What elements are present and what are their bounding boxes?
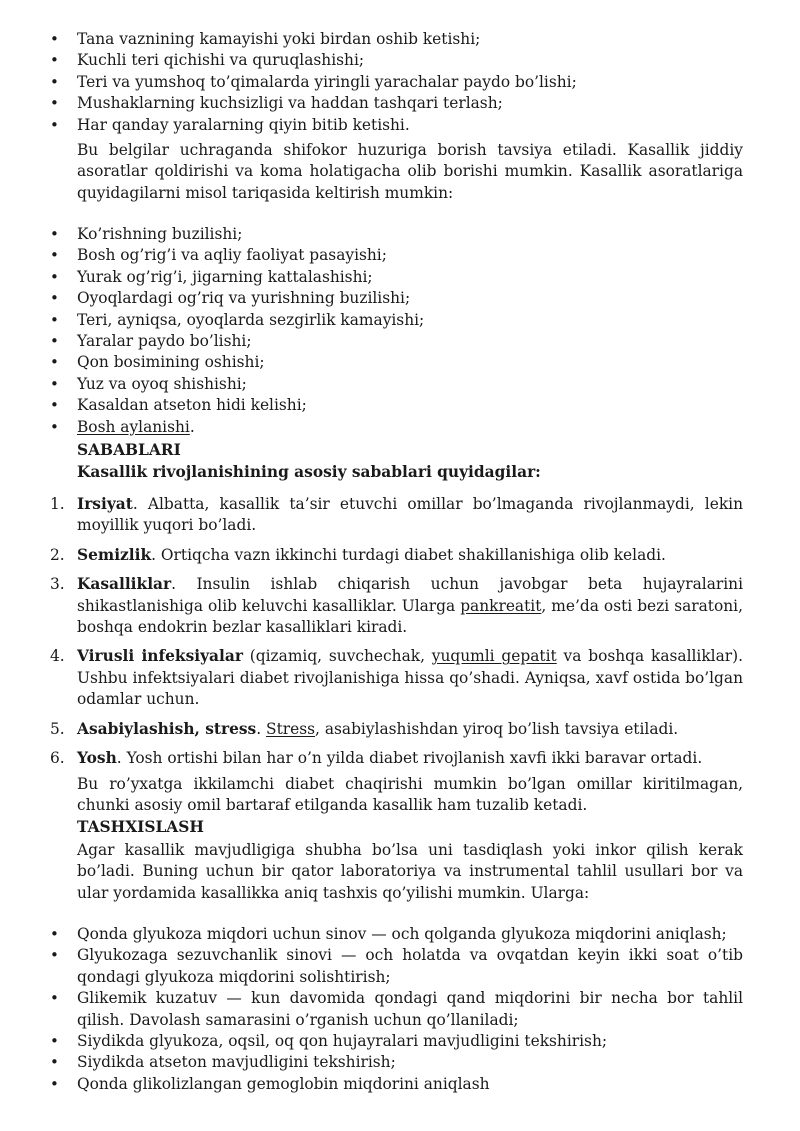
list-item: • Teri, ayniqsa, oyoqlarda sezgirlik kamayishi;: [50, 310, 750, 331]
list-item: • Teri va yumshoq to’qimalarda yiringli yarachalar paydo bo’lishi;: [50, 72, 750, 93]
list-item: 1. Irsiyat. Albatta, kasallik ta’sir etuvchi omillar bo’lmaganda rivojlanmaydi, lekin moyillik yuqori bo’ladi.: [50, 495, 743, 535]
paragraph-complications-intro: Bu belgilar uchraganda shifokor huzuriga borish tavsiya etiladi. Kasallik jiddiy asoratlar qoldirishi va koma holatigacha olib borishi mumkin. Kasallik asoratlariga quyidagilarni misol tariqasida keltirish mumkin:: [77, 141, 743, 202]
list-item: • Mushaklarning kuchsizligi va haddan tashqari terlash;: [50, 93, 750, 114]
list-item: • Bosh aylanishi.: [50, 417, 750, 438]
diagnostics-list: [50, 924, 750, 1095]
list-item: • Siydikda glyukoza, oqsil, oq qon hujayralari mavjudligini tekshirish;: [50, 1031, 750, 1052]
list-item: • Glyukozaga sezuvchanlik sinovi — och holatda va ovqatdan keyin ikki soat o’tib qondagi glyukoza miqdorini solishtirish;: [50, 945, 750, 988]
list-item: • Kasaldan atseton hidi kelishi;: [50, 395, 750, 416]
list-item: • Yuz va oyoq shishishi;: [50, 374, 750, 395]
complications-list: [50, 224, 750, 438]
causes-list: [50, 494, 750, 769]
list-item: • Ko’rishning buzilishi;: [50, 224, 750, 245]
list-item: 2. Semizlik. Ortiqcha vazn ikkinchi turdagi diabet shakillanishiga olib keladi.: [50, 545, 666, 564]
list-item: 4. Virusli infeksiyalar (qizamiq, suvchechak, yuqumli gepatit va boshqa kasalliklar). Ushbu infektsiyalari diabet rivojlanishiga hissa qo’shadi. Ayniqsa, xavf ostida bo’lgan odamlar uchun.: [50, 647, 744, 709]
symptoms-list: [50, 29, 750, 136]
list-item: • Bosh og’rig’i va aqliy faoliyat pasayishi;: [50, 245, 750, 266]
list-item: • Qonda glikolizlangan gemoglobin miqdorini aniqlash: [50, 1074, 750, 1095]
paragraph-secondary-diabetes: Bu ro’yxatga ikkilamchi diabet chaqirishi mumkin bo’lgan omillar kiritilmagan, chunki asosiy omil bartaraf etilganda kasallik ham tuzalib ketadi.: [77, 775, 743, 815]
list-item: • Qon bosimining oshishi;: [50, 352, 750, 373]
heading-tashxislash: TASHXISLASH: [77, 818, 204, 836]
list-item: • Tana vaznining kamayishi yoki birdan oshib ketishi;: [50, 29, 750, 50]
paragraph-diagnosis-intro: Agar kasallik mavjudligiga shubha bo’lsa uni tasdiqlash yoki inkor qilish kerak bo’ladi. Buning uchun bir qator laboratoriya va instrumental tahlil usullari bor va ular yordamida kasallikka aniq tashxis qo’yilishi mumkin. Ularga:: [77, 841, 743, 902]
list-item: • Siydikda atseton mavjudligini tekshirish;: [50, 1052, 750, 1073]
list-item: 6. Yosh. Yosh ortishi bilan har o’n yilda diabet rivojlanish xavfi ikki baravar ortadi.: [50, 749, 703, 768]
link-stress[interactable]: Stress: [266, 719, 316, 738]
list-item: • Qonda glyukoza miqdori uchun sinov — och qolganda glyukoza miqdorini aniqlash;: [50, 924, 750, 945]
list-item: • Yaralar paydo bo’lishi;: [50, 331, 750, 352]
list-item: • Oyoqlardagi og’riq va yurishning buzilishi;: [50, 288, 750, 309]
link-pankreatit[interactable]: pankreatit: [460, 596, 542, 615]
heading-causes: Kasallik rivojlanishining asosiy sabablari quyidagilar:: [77, 463, 541, 481]
link-yuqumli-gepatit[interactable]: yuqumli gepatit: [431, 647, 557, 666]
link-bosh-aylanishi[interactable]: Bosh aylanishi: [77, 417, 190, 436]
list-item: • Yurak og’rig’i, jigarning kattalashishi;: [50, 267, 750, 288]
list-item: • Har qanday yaralarning qiyin bitib ketishi.: [50, 115, 750, 136]
list-item: • Glikemik kuzatuv — kun davomida qondagi qand miqdorini bir necha bor tahlil qilish. Davolash samarasini o’rganish uchun qo’llaniladi;: [50, 988, 750, 1031]
list-item: 5. Asabiylashish, stress. Stress, asabiylashishdan yiroq bo’lish tavsiya etiladi.: [50, 719, 679, 738]
list-item: • Kuchli teri qichishi va quruqlashishi;: [50, 50, 750, 71]
heading-sabablari: SABABLARI: [77, 441, 181, 459]
list-item: 3. Kasalliklar. Insulin ishlab chiqarish uchun javobgar beta hujayralarini shikastlanishiga olib keluvchi kasalliklar. Ularga pankreatit, me’da osti bezi saratoni, boshqa endokrin bezlar kasalliklari kiradi.: [50, 575, 743, 637]
